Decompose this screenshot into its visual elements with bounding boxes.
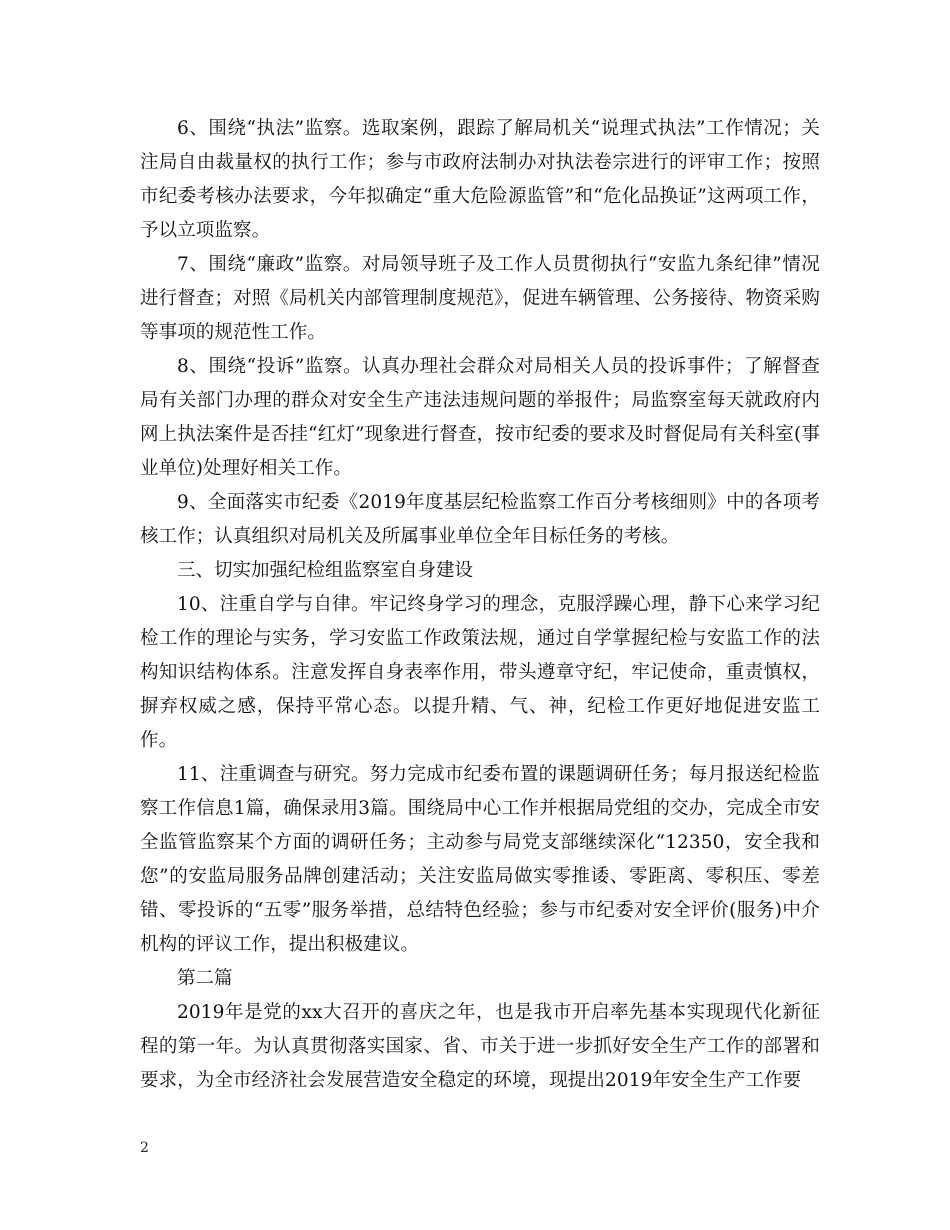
paragraph-item-10: 10、注重自学与自律。牢记终身学习的理念，克服浮躁心理，静下心来学习纪检工作的理论与实务，学习安监工作政策法规，通过自学掌握纪检与安监工作的法构知识结构体系。注意发挥自身表率作用，带头遵章守纪，牢记使命，重责慎权，摒弃权威之感，保持平常心态。以提升精、气、神，纪检工作更好地促进安监工作。 bbox=[140, 594, 820, 751]
paragraph-item-8: 8、围绕“投诉”监察。认真办理社会群众对局相关人员的投诉事件；了解督查局有关部门办理的群众对安全生产违法违规问题的举报件；局监察室每天就政府内网上执法案件是否挂“红灯”现象进行督查，按市纪委的要求及时督促局有关科室(事业单位)处理好相关工作。 bbox=[140, 356, 820, 479]
paragraph-item-6: 6、围绕“执法”监察。选取案例，跟踪了解局机关“说理式执法”工作情况；关注局自由裁量权的执行工作；参与市政府法制办对执法卷宗进行的评审工作；按照市纪委考核办法要求，今年拟确定“重大危险源监管”和“危化品换证”这两项工作，予以立项监察。 bbox=[140, 118, 820, 241]
paragraph-intro-2019: 2019年是党的xx大召开的喜庆之年，也是我市开启率先基本实现现代化新征程的第一年。为认真贯彻落实国家、省、市关于进一步抓好安全生产工作的部署和要求，为全市经济社会发展营造安全稳定的环境，现提出2019年安全生产工作要 bbox=[140, 1002, 820, 1091]
part-heading-second: 第二篇 bbox=[177, 968, 233, 989]
paragraph-item-9: 9、全面落实市纪委《2019年度基层纪检监察工作百分考核细则》中的各项考核工作；认真组织对局机关及所属事业单位全年目标任务的考核。 bbox=[140, 492, 820, 547]
section-heading-3: 三、切实加强纪检组监察室自身建设 bbox=[177, 560, 474, 581]
paragraph-item-11: 11、注重调查与研究。努力完成市纪委布置的课题调研任务；每月报送纪检监察工作信息1篇，确保录用3篇。围绕局中心工作并根据局党组的交办，完成全市安全监管监察某个方面的调研任务；主动参与局党支部继续深化“12350，安全我和您”的安监局服务品牌创建活动；关注安监局做实零推诿、零距离、零积压、零差错、零投诉的“五零”服务举措，总结特色经验；参与市纪委对安全评价(服务)中介机构的评议工作，提出积极建议。 bbox=[140, 764, 820, 955]
document-body bbox=[140, 112, 820, 1098]
page-number: 2 bbox=[140, 1140, 149, 1156]
paragraph-item-7: 7、围绕“廉政”监察。对局领导班子及工作人员贯彻执行“安监九条纪律”情况进行督查；对照《局机关内部管理制度规范》，促进车辆管理、公务接待、物资采购等事项的规范性工作。 bbox=[140, 254, 820, 343]
